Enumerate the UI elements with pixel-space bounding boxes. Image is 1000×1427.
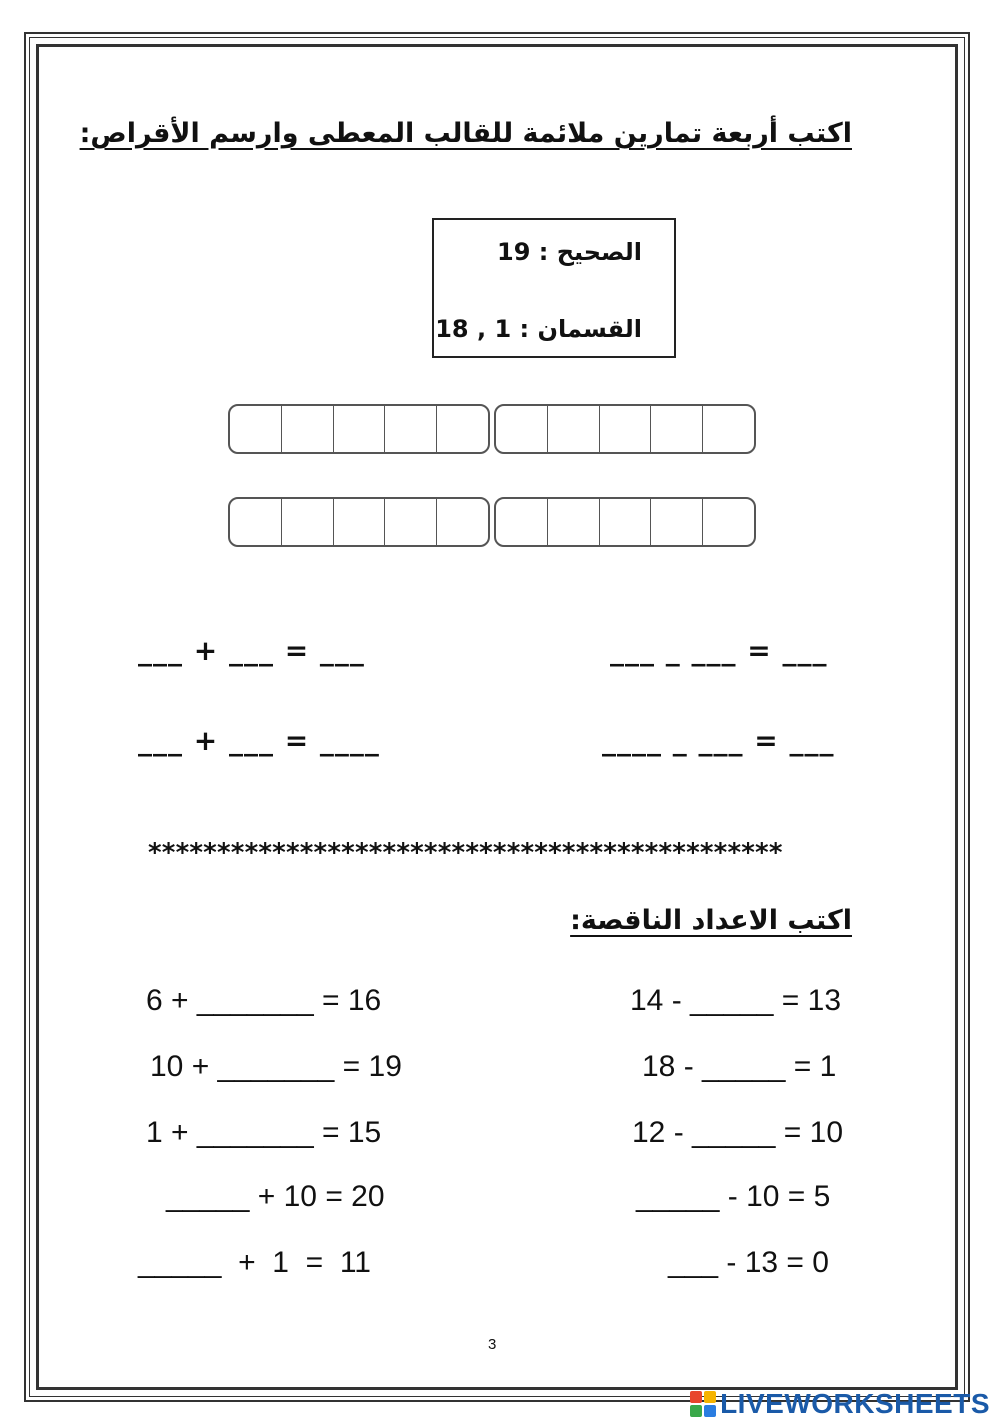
missing-number-subtraction[interactable]: 18 - _____ = 1 <box>642 1050 837 1083</box>
disc-cell[interactable] <box>230 406 281 452</box>
disc-cell[interactable] <box>599 499 651 545</box>
disc-cell[interactable] <box>702 499 754 545</box>
disc-cell[interactable] <box>702 406 754 452</box>
missing-number-addition[interactable]: _____ + 1 = 11 <box>138 1246 371 1279</box>
whole-label: الصحيح : 19 <box>497 238 642 266</box>
disc-cell[interactable] <box>496 406 547 452</box>
ten-frame-left-half <box>228 497 490 547</box>
disc-cell[interactable] <box>599 406 651 452</box>
liveworksheets-watermark <box>690 1386 990 1422</box>
section1-title: اكتب أربعة تمارين ملائمة للقالب المعطى وارسم الأقراص: <box>79 118 852 149</box>
disc-cell[interactable] <box>547 406 599 452</box>
disc-cell[interactable] <box>650 406 702 452</box>
disc-cell[interactable] <box>384 499 436 545</box>
ten-frame-right-half <box>494 497 756 547</box>
missing-number-subtraction[interactable]: _____ - 10 = 5 <box>636 1180 831 1213</box>
disc-cell[interactable] <box>496 499 547 545</box>
parts-label: القسمان : 1 , 18 <box>435 315 642 343</box>
missing-number-subtraction[interactable]: 14 - _____ = 13 <box>630 984 842 1017</box>
disc-cell[interactable] <box>384 406 436 452</box>
disc-cell[interactable] <box>281 406 333 452</box>
section2-title: اكتب الاعداد الناقصة: <box>570 905 852 936</box>
missing-number-subtraction[interactable]: 12 - _____ = 10 <box>632 1116 844 1149</box>
blank-addition-equation[interactable]: ___ + ___ = ___ <box>138 634 365 667</box>
ten-frame-right-half <box>494 404 756 454</box>
disc-cell[interactable] <box>333 406 385 452</box>
ten-frame-left-half <box>228 404 490 454</box>
disc-cell[interactable] <box>230 499 281 545</box>
missing-number-addition[interactable]: _____ + 10 = 20 <box>166 1180 385 1213</box>
number-bond-info-box <box>432 218 676 358</box>
blank-addition-equation[interactable]: ___ + ___ = ____ <box>138 724 380 757</box>
disc-cell[interactable] <box>281 499 333 545</box>
star-separator: ********************************************** <box>148 838 783 868</box>
ten-frame-strip-2 <box>228 497 756 547</box>
blank-subtraction-equation[interactable]: ____ _ ___ = ___ <box>602 724 835 757</box>
missing-number-addition[interactable]: 6 + _______ = 16 <box>146 984 382 1017</box>
watermark-text: LIVEWORKSHEETS <box>720 1388 990 1419</box>
blank-subtraction-equation[interactable]: ___ _ ___ = ___ <box>610 634 828 667</box>
liveworksheets-logo-icon <box>690 1391 716 1417</box>
disc-cell[interactable] <box>547 499 599 545</box>
disc-cell[interactable] <box>436 406 488 452</box>
ten-frame-strip-1 <box>228 404 756 454</box>
disc-cell[interactable] <box>436 499 488 545</box>
missing-number-addition[interactable]: 1 + _______ = 15 <box>146 1116 382 1149</box>
disc-cell[interactable] <box>650 499 702 545</box>
missing-number-addition[interactable]: 10 + _______ = 19 <box>150 1050 402 1083</box>
disc-cell[interactable] <box>333 499 385 545</box>
page-number: 3 <box>488 1336 497 1353</box>
missing-number-subtraction[interactable]: ___ - 13 = 0 <box>668 1246 829 1279</box>
